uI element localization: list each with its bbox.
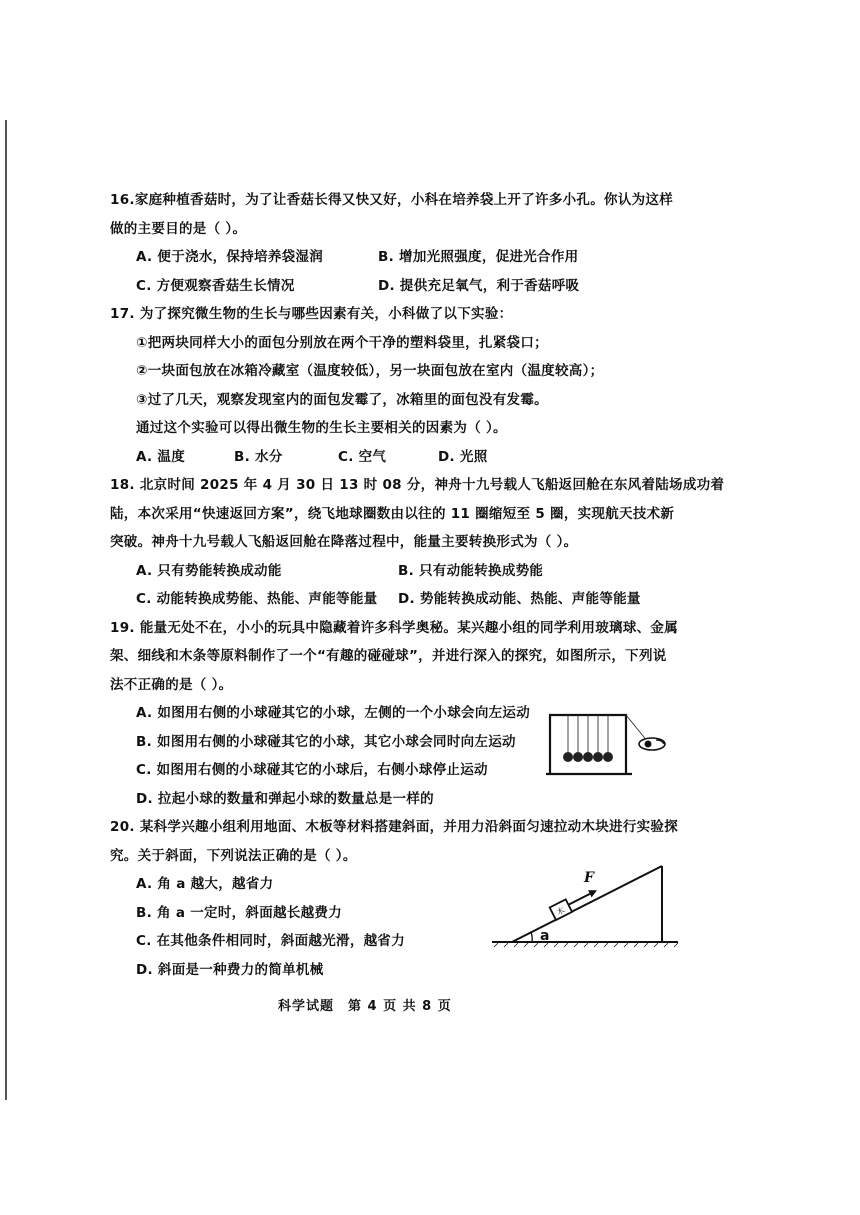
q17-step-1: ①把两块同样大小的面包分别放在两个干净的塑料袋里，扎紧袋口； [136,334,548,351]
q19-option-a[interactable]: A. 如图用右侧的小球碰其它的小球，左侧的一个小球会向左运动 [136,705,531,721]
q19-option-c[interactable]: C. 如图用右侧的小球碰其它的小球后，右侧小球停止运动 [136,762,488,778]
q16-option-a[interactable]: A. 便于浇水，保持培养袋湿润 [136,249,324,265]
q18-stem-line3: 突破。神舟十九号载人飞船返回舱在降落过程中，能量主要转换形式为（ ）。 [110,534,578,550]
q18-option-d[interactable]: D. 势能转换成动能、热能、声能等能量 [398,591,641,607]
q19-option-b[interactable]: B. 如图用右侧的小球碰其它的小球，其它小球会同时向左运动 [136,733,516,750]
q17-step-2: ②一块面包放在冰箱冷藏室（温度较低），另一块面包放在室内（温度较高）； [136,363,604,379]
q16-option-d[interactable]: D. 提供充足氧气，利于香菇呼吸 [378,277,580,294]
block-label: 木 [555,905,567,918]
q20-option-d[interactable]: D. 斜面是一种费力的简单机械 [136,961,324,978]
q20-stem-line2: 究。关于斜面，下列说法正确的是（ ）。 [110,847,357,864]
question-16 [110,186,690,300]
q17-option-b[interactable]: B. 水分 [234,448,283,465]
q17-option-a[interactable]: A. 温度 [136,448,186,465]
q17-step-3: ③过了几天，观察发现室内的面包发霉了，冰箱里的面包没有发霉。 [136,391,548,408]
q20-option-b[interactable]: B. 角 a 一定时，斜面越长越费力 [136,904,343,921]
angle-label: a [540,928,550,944]
q17-stem: 17. 为了探究微生物的生长与哪些因素有关，小科做了以下实验： [110,306,513,322]
q20-option-c[interactable]: C. 在其他条件相同时，斜面越光滑，越省力 [136,933,406,949]
page-edge-line [5,120,7,1100]
q19-option-d[interactable]: D. 拉起小球的数量和弹起小球的数量总是一样的 [136,790,434,807]
q16-stem-line1: 16.家庭种植香菇时，为了让香菇长得又快又好，小科在培养袋上开了许多小孔。你认为这样 [110,192,674,208]
force-label: F [584,870,594,886]
ground-hatching [494,943,678,947]
newtons-cradle-figure [546,712,670,776]
footer-page-number: 第 4 页 共 8 页 [348,999,452,1014]
hand-icon [639,738,665,750]
q19-stem-line2: 架、细线和木条等原料制作了一个“有趣的碰碰球”，并进行深入的探究，如图所示，下列说 [110,648,667,664]
q20-option-a[interactable]: A. 角 a 越大，越省力 [136,876,274,892]
question-18 [110,471,725,614]
q18-option-a[interactable]: A. 只有势能转换成动能 [136,562,282,579]
q17-option-d[interactable]: D. 光照 [438,448,488,465]
q18-option-c[interactable]: C. 动能转换成势能、热能、声能等能量 [136,591,378,607]
inclined-plane-figure [492,862,682,948]
q19-stem-line1: 19. 能量无处不在，小小的玩具中隐藏着许多科学奥秘。某兴趣小组的同学利用玻璃球、金属 [110,619,679,636]
q18-stem-line2: 陆，本次采用“快速返回方案”，绕飞地球圈数由以往的 11 圈缩短至 5 圈，实现航天技术新 [110,505,675,522]
q20-stem-line1: 20. 某科学兴趣小组利用地面、木板等材料搭建斜面，并用力沿斜面匀速拉动木块进行实验探 [110,819,679,835]
q16-option-b[interactable]: B. 增加光照强度，促进光合作用 [378,249,579,265]
footer-subject: 科学试题 [278,999,335,1014]
q16-stem-line2: 做的主要目的是（ ）。 [110,220,247,237]
q19-stem-line3: 法不正确的是（ ）。 [110,676,233,693]
q17-conclusion: 通过这个实验可以得出微生物的生长主要相关的因素为（ ）。 [136,420,507,436]
page-footer [278,995,466,1014]
q18-option-b[interactable]: B. 只有动能转换成势能 [398,562,544,579]
q16-option-c[interactable]: C. 方便观察香菇生长情况 [136,277,295,294]
question-17 [110,300,690,471]
q17-option-c[interactable]: C. 空气 [338,448,387,465]
q18-stem-line1: 18. 北京时间 2025 年 4 月 30 日 13 时 08 分，神舟十九号载人飞船返回舱在东风着陆场成功着 [110,477,725,493]
